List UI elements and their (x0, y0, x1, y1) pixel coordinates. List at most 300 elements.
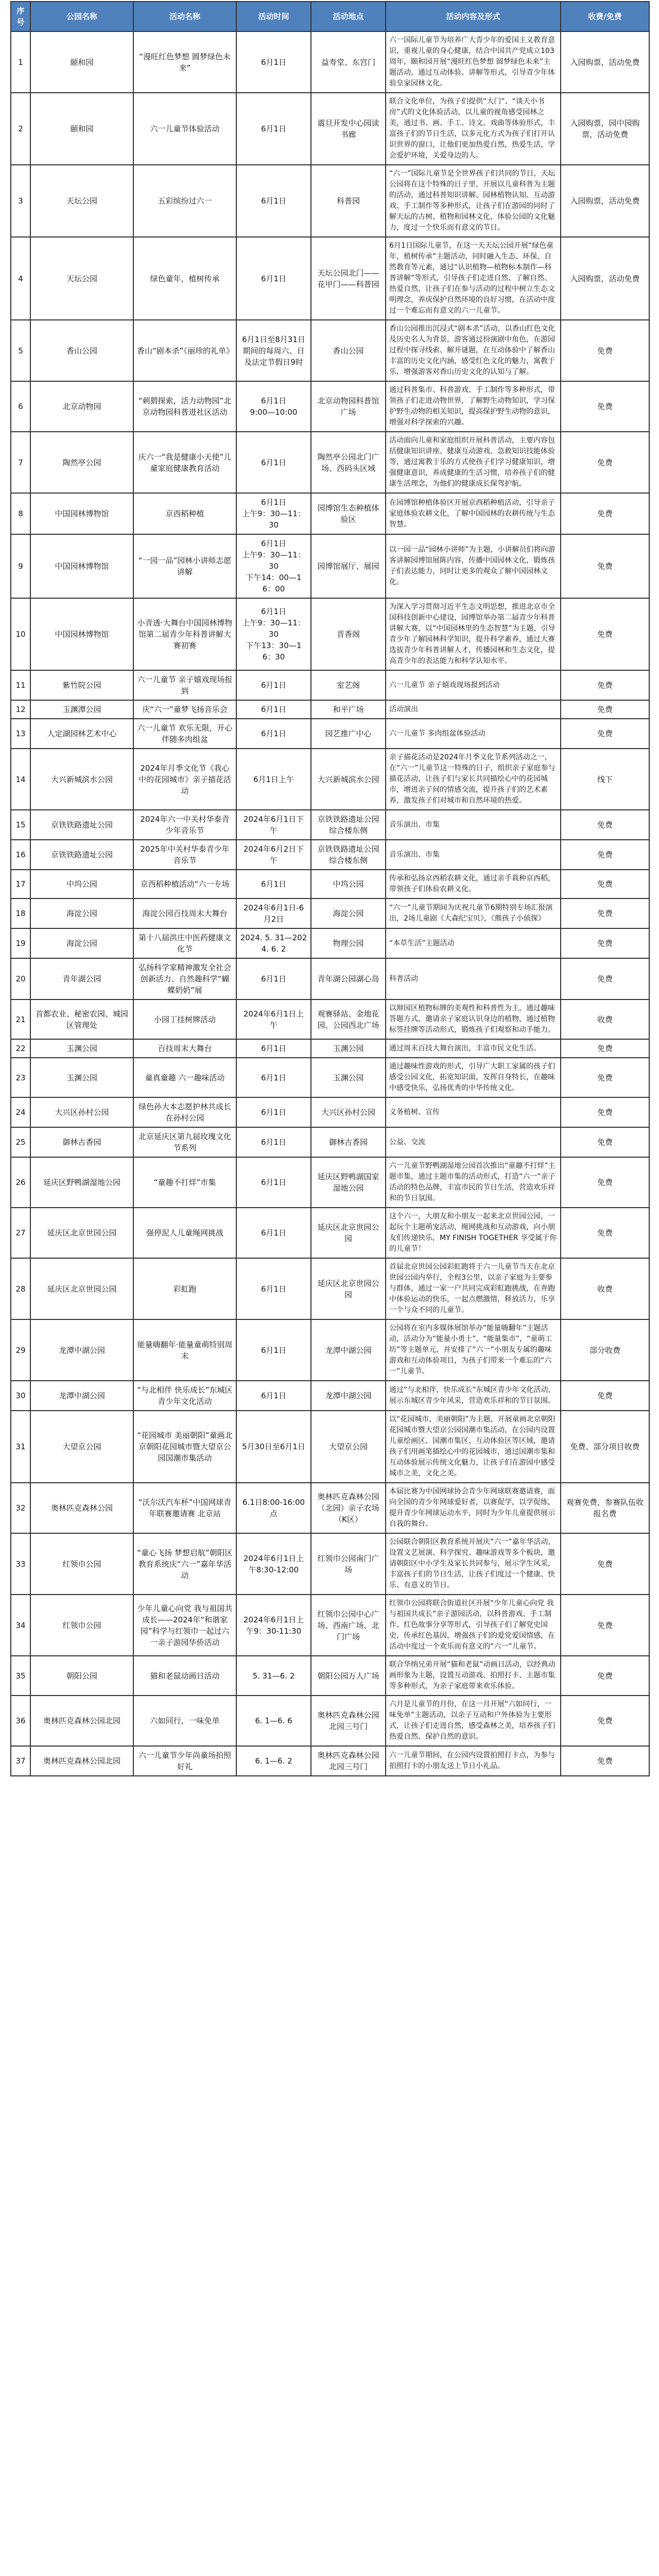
cell-time: 2024. 5. 31—2024. 6. 2 (236, 928, 311, 958)
cell-place: 园博馆生态种植体验区 (311, 493, 386, 534)
cell-index: 22 (11, 1039, 30, 1058)
cell-place: 红领巾公园中心广场、西南广场、北门广场 (311, 1595, 386, 1656)
cell-park: 奥林匹克森林公园北园 (30, 1746, 133, 1776)
cell-place: 观赛驿站、金地花园、公园西北广场 (311, 999, 386, 1039)
cell-description: 首届北京世园公园彩虹跑将于六一儿童节当天在北京世园公园内举行，全程3公里，以亲子家庭为主要参与群体，通过一家一户共同完成彩虹跑挑战，在奔跑中体验运动的快乐，一起点燃激情，释放活力，乐享一个与众不同的儿童节。 (386, 1258, 561, 1319)
cell-index: 8 (11, 493, 30, 534)
cell-event-name: 北京延庆区第九届玫瑰文化节系列 (133, 1127, 236, 1157)
cell-event-name: 京西稻种植活动“六一专场 (133, 870, 236, 899)
cell-index: 31 (11, 1411, 30, 1483)
cell-event-name: “漫旺红色梦想 圆梦绿色未来” (133, 31, 236, 93)
cell-fee: 免费、部分项目收费 (561, 1411, 649, 1483)
cell-place: 奥林匹克森林公园（北园）亲子农场（K区） (311, 1483, 386, 1533)
cell-park: 大兴区孙村公园 (30, 1097, 133, 1127)
cell-fee: 免费 (561, 840, 649, 870)
cell-index: 23 (11, 1058, 30, 1097)
cell-event-name: 庆六一“我是健康小天使”儿童家庭健康教育活动 (133, 432, 236, 493)
cell-index: 28 (11, 1258, 30, 1319)
header-place: 活动地点 (311, 2, 386, 31)
cell-place: 大望京公园 (311, 1411, 386, 1483)
cell-event-name: 五彩缤纷过六一 (133, 165, 236, 237)
cell-fee: 免费 (561, 1746, 649, 1776)
cell-description: 公园联合朝阳区教育系统开展庆“六一”嘉年华活动，设置文艺展演、科学探究、趣味游戏等多个板块，邀请朝阳区中小学生及家长共同参与，展示学生风采，丰富孩子们的节日生活，让孩子们度过一个健康、快乐、有意义的节日。 (386, 1533, 561, 1595)
header-index: 序号 (11, 2, 30, 31)
table-row (11, 670, 649, 700)
table-row (11, 1319, 649, 1381)
cell-place: 京铁铁路遗址公园综合楼东侧 (311, 840, 386, 870)
cell-place: 大兴区孙村公园 (311, 1097, 386, 1127)
cell-time: 6月1日上午 (236, 749, 311, 810)
cell-event-name: 六一儿童节 亲子嬉戏现场报到 (133, 670, 236, 700)
cell-fee: 免费 (561, 670, 649, 700)
events-table (10, 1, 650, 1776)
cell-description: 义务植树、宣传 (386, 1097, 561, 1127)
cell-fee: 入园购票，活动免费 (561, 165, 649, 237)
cell-time: 6月1日 (236, 1381, 311, 1411)
cell-fee: 入园购票，活动免费 (561, 237, 649, 320)
cell-fee: 免费 (561, 1039, 649, 1058)
table-row (11, 165, 649, 237)
cell-place: 室艺阁 (311, 670, 386, 700)
table-row (11, 958, 649, 999)
table-row (11, 719, 649, 749)
cell-description: 科普活动 (386, 958, 561, 999)
cell-event-name: 第十八届洪庄中医药健康文化节 (133, 928, 236, 958)
cell-park: 中国园林博物馆 (30, 493, 133, 534)
cell-park: 大望京公园 (30, 1411, 133, 1483)
cell-index: 35 (11, 1656, 30, 1696)
cell-park: 奥林匹克森林公园 (30, 1483, 133, 1533)
cell-index: 19 (11, 928, 30, 958)
cell-time: 6月1日 (236, 165, 311, 237)
cell-time: 2024年6月2日下午 (236, 840, 311, 870)
cell-index: 18 (11, 899, 30, 928)
cell-place: 红领巾公园南门广场 (311, 1533, 386, 1595)
cell-place: 御林古香园 (311, 1127, 386, 1157)
cell-event-name: 绿色童年，植树传承 (133, 237, 236, 320)
cell-park: 香山公园 (30, 320, 133, 381)
cell-description: 为深入学习贯彻习近平生态文明思想，推进北京市全国科技创新中心建设，园博馆举办第二届青少年科普讲解大赛，以“中国园林里的生态智慧”为主题，引导青少年了解园林科学知识，提升科学素养，通过大赛选拔青少年科普讲解人才，传播园林和生态文化，提高青少年的表达能力和科学认知水平。 (386, 598, 561, 670)
cell-index: 27 (11, 1208, 30, 1258)
cell-time: 6月1日 (236, 870, 311, 899)
cell-index: 30 (11, 1381, 30, 1411)
cell-time: 2024年6月1日-6月2日 (236, 899, 311, 928)
cell-index: 14 (11, 749, 30, 810)
cell-index: 3 (11, 165, 30, 237)
cell-park: 中坞公园 (30, 870, 133, 899)
cell-time: 5月30日至6月1日 (236, 1411, 311, 1483)
cell-fee: 免费 (561, 719, 649, 749)
cell-time: 2024年6月1日上午9：30-11:30 (236, 1595, 311, 1656)
cell-place: 中坞公园 (311, 870, 386, 899)
table-row (11, 1483, 649, 1533)
cell-time: 6月1日至8月31日期间的每周六、日及法定节假日9时 (236, 320, 311, 381)
cell-time: 6月1日 上午9：30—11：30 下午14：00—16：00 (236, 534, 311, 598)
header-desc: 活动内容及形式 (386, 2, 561, 31)
cell-fee: 免费 (561, 1533, 649, 1595)
cell-description: 公益、交流 (386, 1127, 561, 1157)
cell-event-name: 2024年月季文化节《我心中的花园城市》亲子描花活动 (133, 749, 236, 810)
table-row (11, 1696, 649, 1746)
cell-time: 6. 1—6. 6 (236, 1696, 311, 1746)
cell-time: 2024年6月1日上午 (236, 999, 311, 1039)
cell-time: 6月1日 (236, 1157, 311, 1208)
cell-event-name: “一园一品”园林小讲师志愿讲解 (133, 534, 236, 598)
cell-fee: 免费 (561, 432, 649, 493)
cell-index: 11 (11, 670, 30, 700)
cell-description: 联合华纳兄弟开展“猫和老鼠”动画日活动，以经典动画形象为主题，设置互动游戏、拍照打卡、主题市集等多种形式，为亲子家庭带来欢乐体验。 (386, 1656, 561, 1696)
table-row (11, 320, 649, 381)
cell-index: 36 (11, 1696, 30, 1746)
cell-place: 物理公园 (311, 928, 386, 958)
cell-time: 6月1日 (236, 1058, 311, 1097)
cell-fee: 免费 (561, 534, 649, 598)
cell-time: 6月1日 (236, 1039, 311, 1058)
table-row (11, 999, 649, 1039)
cell-park: 大兴新城滨水公园 (30, 749, 133, 810)
cell-park: 天坛公园 (30, 165, 133, 237)
table-row (11, 1656, 649, 1696)
table-row (11, 899, 649, 928)
cell-time: 6月1日 (236, 93, 311, 165)
cell-description: 活动面向儿童和家庭组织开展科普活动，主要内容包括健康知识讲座、健康互动游戏、急救知识技能体验等，通过寓教于乐的方式使孩子们学习健康知识，增强健康意识，养成健康的生活习惯，培养孩子们的健康生活理念，为他们的健康成长保驾护航。 (386, 432, 561, 493)
table-row (11, 237, 649, 320)
cell-description: 以一园一品“园林小讲师”为主题，小讲解员们将向游客讲解园博馆展陈内容，传播中国园林文化，锻炼孩子们表达能力，同时让更多的观众了解中国园林文化。 (386, 534, 561, 598)
cell-index: 10 (11, 598, 30, 670)
cell-place: 延庆区北京世园公园 (311, 1258, 386, 1319)
cell-fee: 免费 (561, 493, 649, 534)
cell-park: 京铁铁路遗址公园 (30, 810, 133, 840)
cell-index: 5 (11, 320, 30, 381)
table-row (11, 1097, 649, 1127)
cell-place: 海淀公园 (311, 899, 386, 928)
cell-description: 以“花园城市，美丽朝阳”为主题，开展童画北京朝阳花园城市暨大望京公园国潮市集活动，在公园内设置儿童绘画区、国潮市集区、互动体验区等区域，邀请孩子们用画笔描绘心中的花园城市，通过国潮市集和互动体验展示传统文化魅力，让孩子们在游园中感受城市之美，文化之美。 (386, 1411, 561, 1483)
cell-index: 15 (11, 810, 30, 840)
cell-fee: 收费 (561, 999, 649, 1039)
cell-event-name: “刺猬探索，活力动物园”北京动物园科普进社区活动 (133, 381, 236, 432)
cell-fee: 免费 (561, 1656, 649, 1696)
cell-park: 海淀公园 (30, 928, 133, 958)
cell-index: 13 (11, 719, 30, 749)
cell-time: 6.1日8:00-16:00点 (236, 1483, 311, 1533)
cell-event-name: “童趣不打烊”市集 (133, 1157, 236, 1208)
cell-time: 6. 1—6. 2 (236, 1746, 311, 1776)
cell-fee: 免费 (561, 1595, 649, 1656)
table-row (11, 1411, 649, 1483)
table-row (11, 1127, 649, 1157)
page-container (10, 0, 649, 1776)
cell-place: 和平广场 (311, 700, 386, 719)
cell-event-name: “沃尔沃汽车杯”中国网球青年联赛邀请赛 北京站 (133, 1483, 236, 1533)
cell-park: 海淀公园 (30, 899, 133, 928)
cell-place: 园艺推广中心 (311, 719, 386, 749)
cell-park: 青年湖公园 (30, 958, 133, 999)
cell-place: 龙潭中湖公园 (311, 1319, 386, 1381)
cell-index: 25 (11, 1127, 30, 1157)
cell-park: 中国园林博物馆 (30, 598, 133, 670)
table-row (11, 1533, 649, 1595)
table-row (11, 381, 649, 432)
cell-fee: 免费 (561, 1097, 649, 1127)
cell-event-name: 少年儿童心向党 我与祖国共成长——2024年“和谐家园”科学与红领巾一起过六一亲子游园华侨活动 (133, 1595, 236, 1656)
cell-place: 延庆区北京世园公园 (311, 1208, 386, 1258)
cell-time: 6月1日 (236, 1208, 311, 1258)
cell-event-name: 六一儿童节体验活动 (133, 93, 236, 165)
cell-park: 玉渊公园 (30, 1039, 133, 1058)
table-row (11, 31, 649, 93)
cell-event-name: 猫和老鼠动画日活动 (133, 1656, 236, 1696)
header-name: 活动名称 (133, 2, 236, 31)
cell-place: 奥林匹克森林公园北园三号门 (311, 1696, 386, 1746)
header-time: 活动时间 (236, 2, 311, 31)
cell-event-name: 2024年六一中关村华泰青少年音乐节 (133, 810, 236, 840)
cell-event-name: “与北相伴 快乐成长”东城区青少年文化活动 (133, 1381, 236, 1411)
cell-place: 北京动物园科普馆广场 (311, 381, 386, 432)
cell-park: 红领巾公园 (30, 1595, 133, 1656)
cell-park: 人定湖园林艺术中心 (30, 719, 133, 749)
table-row (11, 598, 649, 670)
cell-description: 以辩园区植物标牌的美观性和科普性为主，通过趣味答题方式，邀请亲子家庭认识身边的植物，通过植物标签挂牌等活动形式，锻炼孩子们观察和动手能力。 (386, 999, 561, 1039)
cell-time: 6月1日 (236, 1097, 311, 1127)
cell-description: 六一国际儿童节为培养广大青少年的爱国主义教育意识，重视儿童的身心健康，结合中国共产党成立103周年，颐和园开展“漫旺红色梦想 圆梦绿色未来”主题活动，通过互动体验、讲解等形式，引导青少年体验皇家园林文化。 (386, 31, 561, 93)
cell-event-name: 童真童趣 六一趣味活动 (133, 1058, 236, 1097)
cell-description: “本草生活”主题活动 (386, 928, 561, 958)
cell-index: 32 (11, 1483, 30, 1533)
cell-park: 延庆区野鸭湖湿地公园 (30, 1157, 133, 1208)
cell-description: 六月是儿童节的月份，在这一月开展“六如同行，一味免单”主题活动，以亲子互动和户外体验为主要形式，让孩子们走进自然，感受森林之美，培养孩子们热爱自然、保护自然的意识。 (386, 1696, 561, 1746)
cell-index: 9 (11, 534, 30, 598)
table-row (11, 1258, 649, 1319)
cell-park: 延庆区北京世园公园 (30, 1208, 133, 1258)
table-row (11, 1058, 649, 1097)
cell-park: 御林古香园 (30, 1127, 133, 1157)
cell-place: 青年湖公园湖心岛 (311, 958, 386, 999)
cell-time: 6月1日 (236, 700, 311, 719)
cell-park: 玉渊潭公园 (30, 700, 133, 719)
cell-time: 2024年6月1日下午 (236, 810, 311, 840)
cell-index: 1 (11, 31, 30, 93)
table-row (11, 810, 649, 840)
cell-index: 37 (11, 1746, 30, 1776)
cell-park: 龙潭中湖公园 (30, 1381, 133, 1411)
cell-fee: 免费 (561, 1381, 649, 1411)
cell-description: 这个六一，大朋友和小朋友一起来北京世园公园，一起玩个主题萌宠活动，绳网挑战和互动游戏，向小朋友们传递快乐，MY FINISH TOGETHER 享受属于你的儿童节！ (386, 1208, 561, 1258)
cell-description: 音乐演出、市集 (386, 840, 561, 870)
cell-place: 京铁铁路遗址公园综合楼东侧 (311, 810, 386, 840)
table-row (11, 1039, 649, 1058)
cell-park: 首都农业、秘密农园、城园区管理处 (30, 999, 133, 1039)
cell-time: 6月1日 (236, 1258, 311, 1319)
header-park: 公园名称 (30, 2, 133, 31)
cell-event-name: 弘扬科学家精神激发全社会创新活力、自然趣科学“蝴蝶奶奶”展 (133, 958, 236, 999)
cell-time: 6月1日 (236, 31, 311, 93)
cell-index: 20 (11, 958, 30, 999)
cell-fee: 免费 (561, 1208, 649, 1258)
cell-description: 通过周末百技大舞台演出，丰富市民文化生活。 (386, 1039, 561, 1058)
cell-park: 朝阳公园 (30, 1656, 133, 1696)
cell-description: 本届比赛为中国网球协会青少年网球联赛邀请赛，面向全国的青少年网球爱好者，以赛促学，以学促练，提升青少年网球运动水平，同时为少年儿童提供展示自我的舞台。 (386, 1483, 561, 1533)
cell-event-name: 绿色孙大本志愿护林共成长在孙村公园 (133, 1097, 236, 1127)
cell-description: 通过科普集市、科普游戏、手工制作等多种形式，带领孩子们走进动物世界，了解野生动物知识，学习保护野生动物的相关知识，提高保护野生动物的意识，增强对科学探索的兴趣。 (386, 381, 561, 432)
cell-fee: 免费 (561, 928, 649, 958)
cell-index: 12 (11, 700, 30, 719)
cell-fee: 线下 (561, 749, 649, 810)
cell-event-name: 海淀公园百技周末大舞台 (133, 899, 236, 928)
table-body (11, 31, 649, 1776)
cell-time: 6月1日 (236, 1127, 311, 1157)
cell-fee: 免费 (561, 870, 649, 899)
cell-description: 活动演出 (386, 700, 561, 719)
cell-description: 香山公园推出沉浸式“剧本杀”活动，以香山红色文化及历史名人为背景，游客通过扮演剧中角色，在游园过程中探寻线索、解开谜题，在互动体验中了解香山丰富的历史文化内涵，感受红色文化的魅力，寓教于乐，增强游客对香山历史文化的认知与了解。 (386, 320, 561, 381)
table-row (11, 1595, 649, 1656)
cell-event-name: “童心飞扬 梦想启航”朝阳区教育系统庆“六一”嘉年华活动 (133, 1533, 236, 1595)
cell-time: 6月1日 9:00—10:00 (236, 381, 311, 432)
cell-place: 益寿堂、东宫门 (311, 31, 386, 93)
cell-place: 园博馆展厅、展园 (311, 534, 386, 598)
cell-place: 震旦开发中心园读书廊 (311, 93, 386, 165)
cell-park: 红领巾公园 (30, 1533, 133, 1595)
cell-park: 龙潭中湖公园 (30, 1319, 133, 1381)
cell-event-name: 小园丁挂树牌活动 (133, 999, 236, 1039)
cell-fee: 免费 (561, 1696, 649, 1746)
cell-description: 公园将在室内多媒体展馆举办“能量嗨翻年”主题活动，活动分为“能量小勇士”，“能量集市”，“童萌工坊”等主题单元，并安排了“六一”小朋友专属的趣味游戏和互动体验项目，为孩子们带来一个难忘的“六一”儿童节。 (386, 1319, 561, 1381)
cell-index: 34 (11, 1595, 30, 1656)
cell-park: 北京动物园 (30, 381, 133, 432)
cell-fee: 入园购票，园中园购票，活动免费 (561, 93, 649, 165)
cell-index: 16 (11, 840, 30, 870)
cell-fee: 入园购票，活动免费 (561, 31, 649, 93)
cell-event-name: 六一儿童节 欢乐无限，开心伴随多肉组盆 (133, 719, 236, 749)
cell-place: 天坛公园北门——花甲门——科普园 (311, 237, 386, 320)
table-row (11, 1208, 649, 1258)
cell-index: 17 (11, 870, 30, 899)
cell-time: 6月1日 上午9：30—11：30 下午13：30—16：30 (236, 598, 311, 670)
cell-park: 延庆区北京世园公园 (30, 1258, 133, 1319)
cell-time: 2024年6月1日上午8:30-12:00 (236, 1533, 311, 1595)
cell-description: 在园博馆种植体验区开展京西稻种植活动，引导亲子家庭体验农耕文化，了解中国园林的农耕传统与生态智慧。 (386, 493, 561, 534)
cell-index: 4 (11, 237, 30, 320)
cell-place: 大兴新城滨水公园 (311, 749, 386, 810)
cell-place: 晋香阁 (311, 598, 386, 670)
table-row (11, 700, 649, 719)
cell-fee: 免费 (561, 1058, 649, 1097)
cell-park: 玉渊公园 (30, 1058, 133, 1097)
cell-index: 6 (11, 381, 30, 432)
cell-fee: 免费 (561, 700, 649, 719)
cell-description: “六一”儿童节期间为庆祝儿童节6期特别专场汇报演出，2场儿童剧《大森纪宝贝》，《熊孩子小侦探》 (386, 899, 561, 928)
cell-description: 红领巾公园将联合街道社区开展“少年儿童心向党 我与祖国共成长”亲子游园活动，以科普游戏、手工制作、红色故事分享等形式，引导孩子们了解党史国史，传承红色基因，增强孩子们的爱党爱国情感，在活动中度过一个欢乐而有意义的“六一”儿童节。 (386, 1595, 561, 1656)
header-row (11, 2, 649, 31)
cell-description: 六一儿童节 多肉组盆体验活动 (386, 719, 561, 749)
cell-fee: 免费 (561, 381, 649, 432)
table-row (11, 432, 649, 493)
cell-park: 颐和园 (30, 31, 133, 93)
cell-event-name: 2025年中关村华泰青少年音乐节 (133, 840, 236, 870)
cell-park: 中国园林博物馆 (30, 534, 133, 598)
table-row (11, 840, 649, 870)
cell-description: 联合文化单位，为孩子们提供“大门”、“谈天小书房”式的文化体验活动，以儿童的视角感受园林之美，通过书、画、手工、诗文、戏曲等体验形式，丰富孩子们的节日生活，以多元化方式为孩子们打开认识世界的窗口，让他们更加热爱自然，热爱生活，学会爱护环境，关爱身边的人。 (386, 93, 561, 165)
cell-index: 26 (11, 1157, 30, 1208)
cell-description: 音乐演出、市集 (386, 810, 561, 840)
cell-time: 6月1日 (236, 1319, 311, 1381)
cell-fee: 免费 (561, 810, 649, 840)
cell-event-name: 京西稻种植 (133, 493, 236, 534)
cell-place: 朝阳公园万人广场 (311, 1656, 386, 1696)
cell-park: 奥林匹克森林公园北园 (30, 1696, 133, 1746)
cell-time: 5. 31—6. 2 (236, 1656, 311, 1696)
cell-park: 天坛公园 (30, 237, 133, 320)
cell-place: 延庆区野鸭湖国家湿地公园 (311, 1157, 386, 1208)
table-row (11, 493, 649, 534)
table-row (11, 1157, 649, 1208)
cell-fee: 收费 (561, 1258, 649, 1319)
cell-place: 龙潭中湖公园 (311, 1381, 386, 1411)
cell-park: 紫竹院公园 (30, 670, 133, 700)
cell-fee: 免费 (561, 958, 649, 999)
cell-description: 通过“与北相伴，快乐成长”东城区青少年文化活动，展示东城区青少年风采，营造欢乐祥和的节日氛围。 (386, 1381, 561, 1411)
cell-fee: 免费 (561, 320, 649, 381)
cell-place: 玉渊公园 (311, 1039, 386, 1058)
cell-index: 7 (11, 432, 30, 493)
cell-event-name: 彩虹跑 (133, 1258, 236, 1319)
cell-event-name: 六如同行，一味免单 (133, 1696, 236, 1746)
cell-description: 传承和弘扬京西稻农耕文化，通过亲手栽种京西稻，带领孩子们体验农耕文化。 (386, 870, 561, 899)
cell-park: 陶然亭公园 (30, 432, 133, 493)
cell-description: 6月1日国际儿童节，在这一天天坛公园开展“绿色童年，植树传承”主题活动，同时融入生态、环保、自然教育等元素，通过“认识植物—植物标本制作—科普讲解”等形式，引导孩子们走进自然、了解自然、热爱自然，让孩子们在参与活动的过程中树立生态文明理念，养成保护自然环境的良好习惯，在活动中度过一个难忘而有意义的六一儿童节。 (386, 237, 561, 320)
cell-place: 奥林匹克森林公园北园三号门 (311, 1746, 386, 1776)
cell-event-name: 百技周末大舞台 (133, 1039, 236, 1058)
cell-time: 6月1日 (236, 719, 311, 749)
cell-place: 香山公园 (311, 320, 386, 381)
cell-event-name: 庆“六一”童梦飞扬音乐会 (133, 700, 236, 719)
table-row (11, 870, 649, 899)
cell-event-name: 小青透·大舞台中国园林博物馆第二届青少年科普讲解大赛初赛 (133, 598, 236, 670)
cell-fee: 免费 (561, 899, 649, 928)
cell-index: 21 (11, 999, 30, 1039)
cell-place: 科普园 (311, 165, 386, 237)
cell-place: 陶然亭公园北门广场、西码头区域 (311, 432, 386, 493)
cell-description: 六一儿童节 亲子嬉戏现场报到活动 (386, 670, 561, 700)
cell-index: 24 (11, 1097, 30, 1127)
cell-event-name: 强停泥人儿童绳网挑战 (133, 1208, 236, 1258)
cell-event-name: 能量嗨翻年·能量童萌特别周末 (133, 1319, 236, 1381)
cell-time: 6月1日 (236, 670, 311, 700)
cell-event-name: 六一儿童节少年尚童场拍照好礼 (133, 1746, 236, 1776)
cell-event-name: 香山“剧本杀”《丽珍的礼单》 (133, 320, 236, 381)
cell-park: 颐和园 (30, 93, 133, 165)
header-fee: 收费/免费 (561, 2, 649, 31)
cell-index: 29 (11, 1319, 30, 1381)
table-row (11, 534, 649, 598)
cell-time: 6月1日 (236, 432, 311, 493)
cell-time: 6月1日 (236, 958, 311, 999)
cell-fee: 免费 (561, 598, 649, 670)
cell-description: 通过趣味性游戏的形式，引导广大职工家属的孩子们感受公园文化，拓宽知识面，发挥自身特长，在趣味中感受快乐，弘扬优秀的中华传统文化。 (386, 1058, 561, 1097)
cell-fee: 部分收费 (561, 1319, 649, 1381)
cell-fee: 免费 (561, 1157, 649, 1208)
cell-description: 六一儿童节野鸭湖湿地公园首次推出“童趣不打烊”主题市集，通过主题市集的活动形式，打造“六一”亲子活动的特色品牌，丰富市民的节日生活，营造欢乐祥和的节日氛围。 (386, 1157, 561, 1208)
cell-fee: 观赛免费，参赛队伍收报名费 (561, 1483, 649, 1533)
cell-event-name: “花园城市 美丽朝阳”童画北京朝阳花园城市暨大望京公园国潮市集活动 (133, 1411, 236, 1483)
table-row (11, 1746, 649, 1776)
cell-place: 玉渊公园 (311, 1058, 386, 1097)
cell-time: 6月1日 上午9：30—11：30 (236, 493, 311, 534)
cell-park: 京铁铁路遗址公园 (30, 840, 133, 870)
cell-fee: 免费 (561, 1127, 649, 1157)
cell-description: 亲子描花活动是2024年月季文化节系列活动之一，在“六一”儿童节这一特殊的日子，组织亲子家庭参与描花活动，让孩子们与家长共同描绘心中的花园城市，增进亲子间的情感交流，提升孩子们的艺术素养，激发孩子们对城市和自然环境的热爱。 (386, 749, 561, 810)
cell-description: 六一儿童节期间，在公园内设置拍照打卡点，为参与拍照打卡的小朋友送上节日小礼品。 (386, 1746, 561, 1776)
cell-index: 2 (11, 93, 30, 165)
